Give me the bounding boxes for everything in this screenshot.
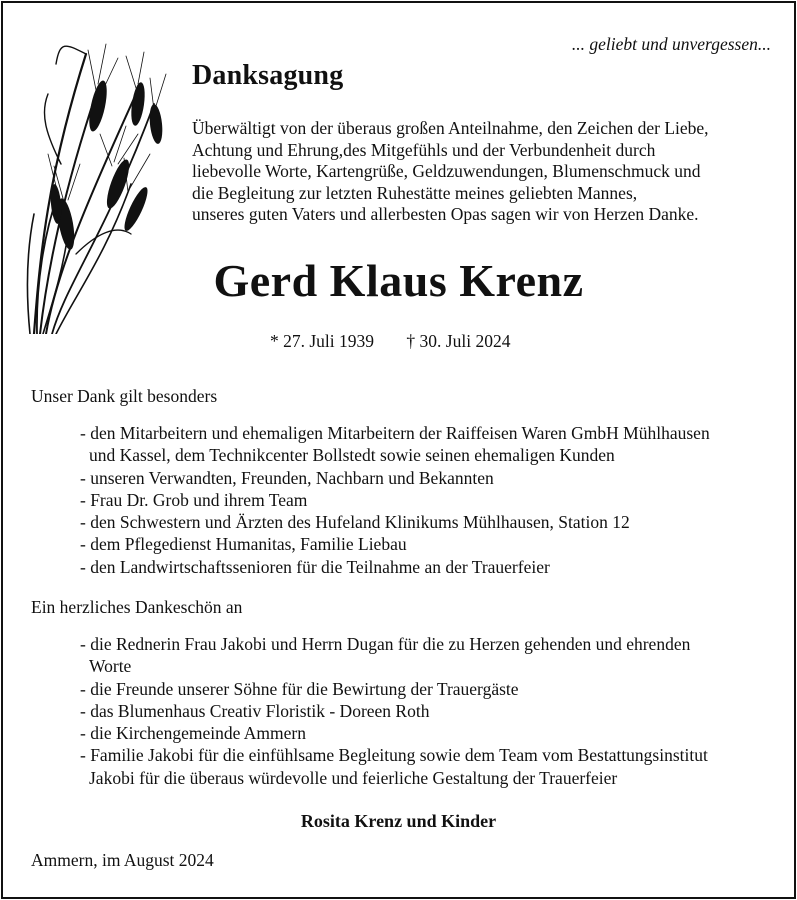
- list-item: - die Rednerin Frau Jakobi und Herrn Dugan für die zu Herzen gehenden und ehrenden: [80, 634, 691, 654]
- heading-danksagung: Danksagung: [192, 60, 344, 91]
- list-item-continuation: Jakobi für die überaus würdevolle und feierliche Gestaltung der Trauerfeier: [89, 767, 618, 788]
- deceased-name: Gerd Klaus Krenz: [213, 255, 584, 306]
- intro-line: unseres guten Vaters und allerbesten Opas sagen wir von Herzen Danke.: [192, 204, 699, 224]
- list-item: - den Landwirtschaftssenioren für die Teilnahme an der Trauerfeier: [80, 556, 550, 577]
- list-item-continuation: Worte: [89, 656, 132, 677]
- motto: ... geliebt und unvergessen...: [571, 34, 771, 54]
- list-item: - die Freunde unserer Söhne für die Bewirtung der Trauergäste: [80, 678, 519, 699]
- intro-line: Achtung und Ehrung,des Mitgefühls und der Verbundenheit durch: [192, 139, 656, 160]
- thanks-heading: Unser Dank gilt besonders: [31, 386, 218, 406]
- dank-list: [80, 633, 708, 789]
- intro-line: die Begleitung zur letzten Ruhestätte meines geliebten Mannes,: [192, 182, 638, 203]
- dank-heading: Ein herzliches Dankeschön an: [31, 597, 243, 617]
- death-date: † 30. Juli 2024: [406, 331, 511, 351]
- birth-date: * 27. Juli 1939: [270, 331, 375, 351]
- intro-line: Überwältigt von der überaus großen Anteilnahme, den Zeichen der Liebe,: [192, 118, 709, 138]
- signature: Rosita Krenz und Kinder: [300, 811, 497, 831]
- thanks-list: [80, 422, 710, 578]
- list-item: - Frau Dr. Grob und ihrem Team: [80, 489, 308, 510]
- list-item: - die Kirchengemeinde Ammern: [80, 723, 306, 744]
- list-item-continuation: und Kassel, dem Technikcenter Bollstedt sowie seinen ehemaligen Kunden: [89, 445, 615, 466]
- list-item: - dem Pflegedienst Humanitas, Familie Liebau: [80, 534, 407, 555]
- place-date: Ammern, im August 2024: [31, 850, 214, 870]
- list-item: - das Blumenhaus Creativ Floristik - Doreen Roth: [80, 700, 430, 721]
- intro-line: liebevolle Worte, Kartengrüße, Geldzuwendungen, Blumenschmuck und: [192, 161, 701, 181]
- list-item: - Familie Jakobi für die einfühlsame Begleitung sowie dem Team vom Bestattungsinstitut: [80, 745, 708, 766]
- life-dates: [270, 331, 510, 352]
- intro-text: [192, 118, 709, 226]
- list-item: - unseren Verwandten, Freunden, Nachbarn und Bekannten: [80, 467, 494, 488]
- list-item: - den Schwestern und Ärzten des Hufeland Klinikums Mühlhausen, Station 12: [80, 512, 630, 533]
- list-item: - den Mitarbeitern und ehemaligen Mitarbeitern der Raiffeisen Waren GmbH Mühlhausen: [80, 423, 710, 443]
